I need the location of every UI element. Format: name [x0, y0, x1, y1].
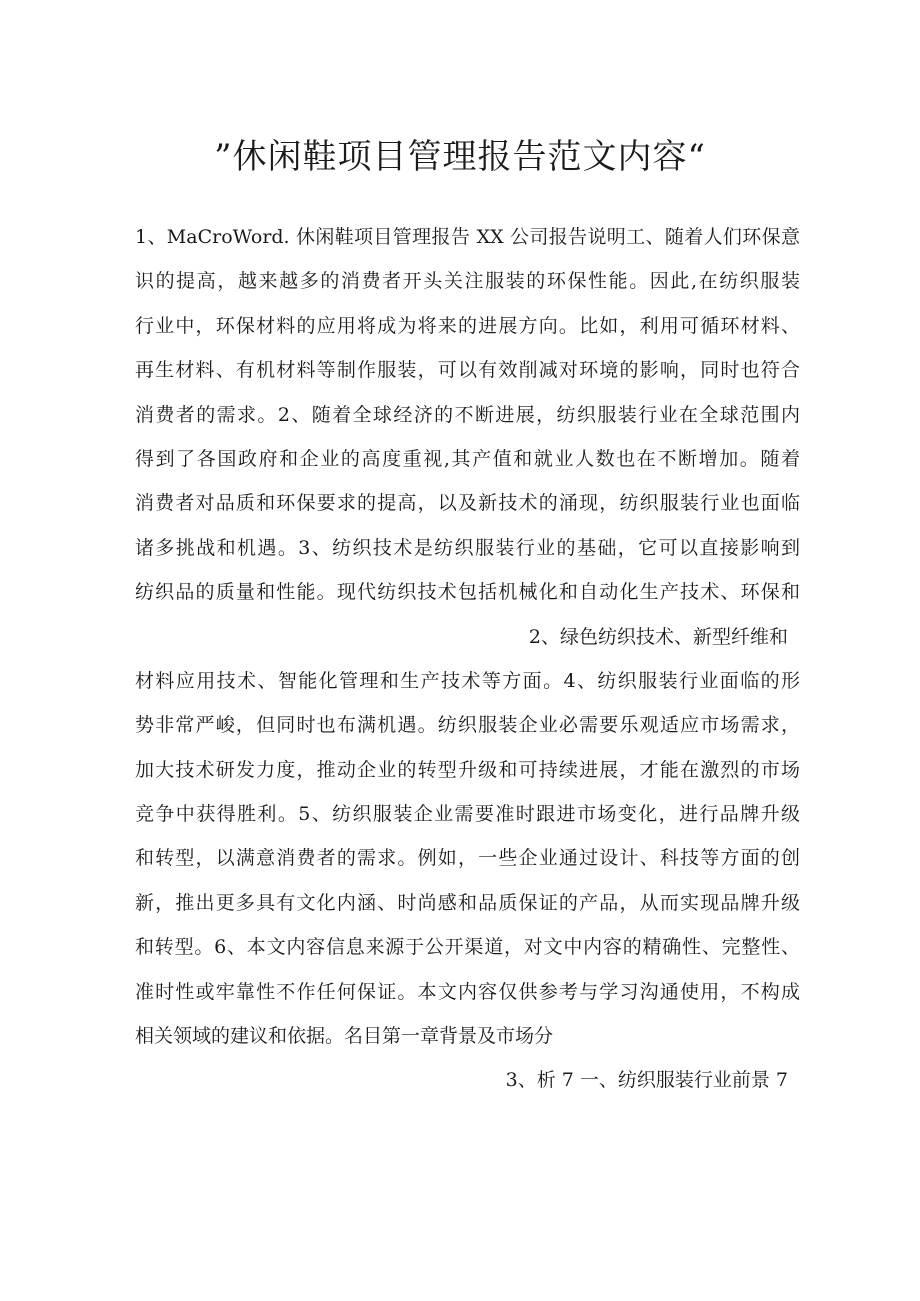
page-break-line: 2、绿色纺织技术、新型纤维和	[528, 625, 788, 648]
body-line: 消费者对品质和环保要求的提高，以及新技术的涌现，纺织服装行业也面临	[135, 492, 800, 515]
body-line: 识的提高，越来越多的消费者开头关注服装的环保性能。因此,在纺织服装	[135, 270, 800, 293]
document-body	[135, 215, 800, 1103]
body-line: 加大技术研发力度，推动企业的转型升级和可持续进展，才能在激烈的市场	[135, 758, 800, 781]
body-line: 得到了各国政府和企业的高度重视,其产值和就业人数也在不断增加。随着	[135, 447, 800, 470]
body-line: 1、MaCroWord. 休闲鞋项目管理报告 XX 公司报告说明工、随着人们环保意	[135, 226, 800, 248]
body-line: 竞争中获得胜利。5、纺织服装企业需要准时跟进市场变化，进行品牌升级	[135, 803, 800, 826]
body-line: 诸多挑战和机遇。3、纺织技术是纺织服装行业的基础，它可以直接影响到	[135, 536, 800, 559]
body-line: 和转型。6、本文内容信息来源于公开渠道，对文中内容的精确性、完整性、	[135, 936, 800, 959]
document-title: ”休闲鞋项目管理报告范文内容“	[214, 137, 706, 177]
body-line: 新，推出更多具有文化内涵、时尚感和品质保证的产品，从而实现品牌升级	[135, 891, 800, 914]
body-line: 和转型，以满意消费者的需求。例如，一些企业通过设计、科技等方面的创	[135, 847, 800, 870]
body-line: 准时性或牢靠性不作任何保证。本文内容仅供参考与学习沟通使用，不构成	[135, 980, 800, 1003]
page-break-line: 3、析 7 一、纺织服装行业前景 7	[505, 1069, 788, 1092]
body-line: 纺织品的质量和性能。现代纺织技术包括机械化和自动化生产技术、环保和	[135, 581, 800, 604]
body-line: 相关领域的建议和依据。名目第一章背景及市场分	[135, 1025, 554, 1048]
body-line: 行业中，环保材料的应用将成为将来的进展方向。比如，利用可循环材料、	[135, 314, 800, 337]
body-line: 材料应用技术、智能化管理和生产技术等方面。4、纺织服装行业面临的形	[135, 669, 800, 692]
body-line: 消费者的需求。2、随着全球经济的不断进展，纺织服装行业在全球范围内	[135, 403, 800, 426]
body-line: 势非常严峻，但同时也布满机遇。纺织服装企业必需要乐观适应市场需求，	[135, 714, 800, 737]
body-line: 再生材料、有机材料等制作服装，可以有效削减对环境的影响，同时也符合	[135, 359, 800, 382]
